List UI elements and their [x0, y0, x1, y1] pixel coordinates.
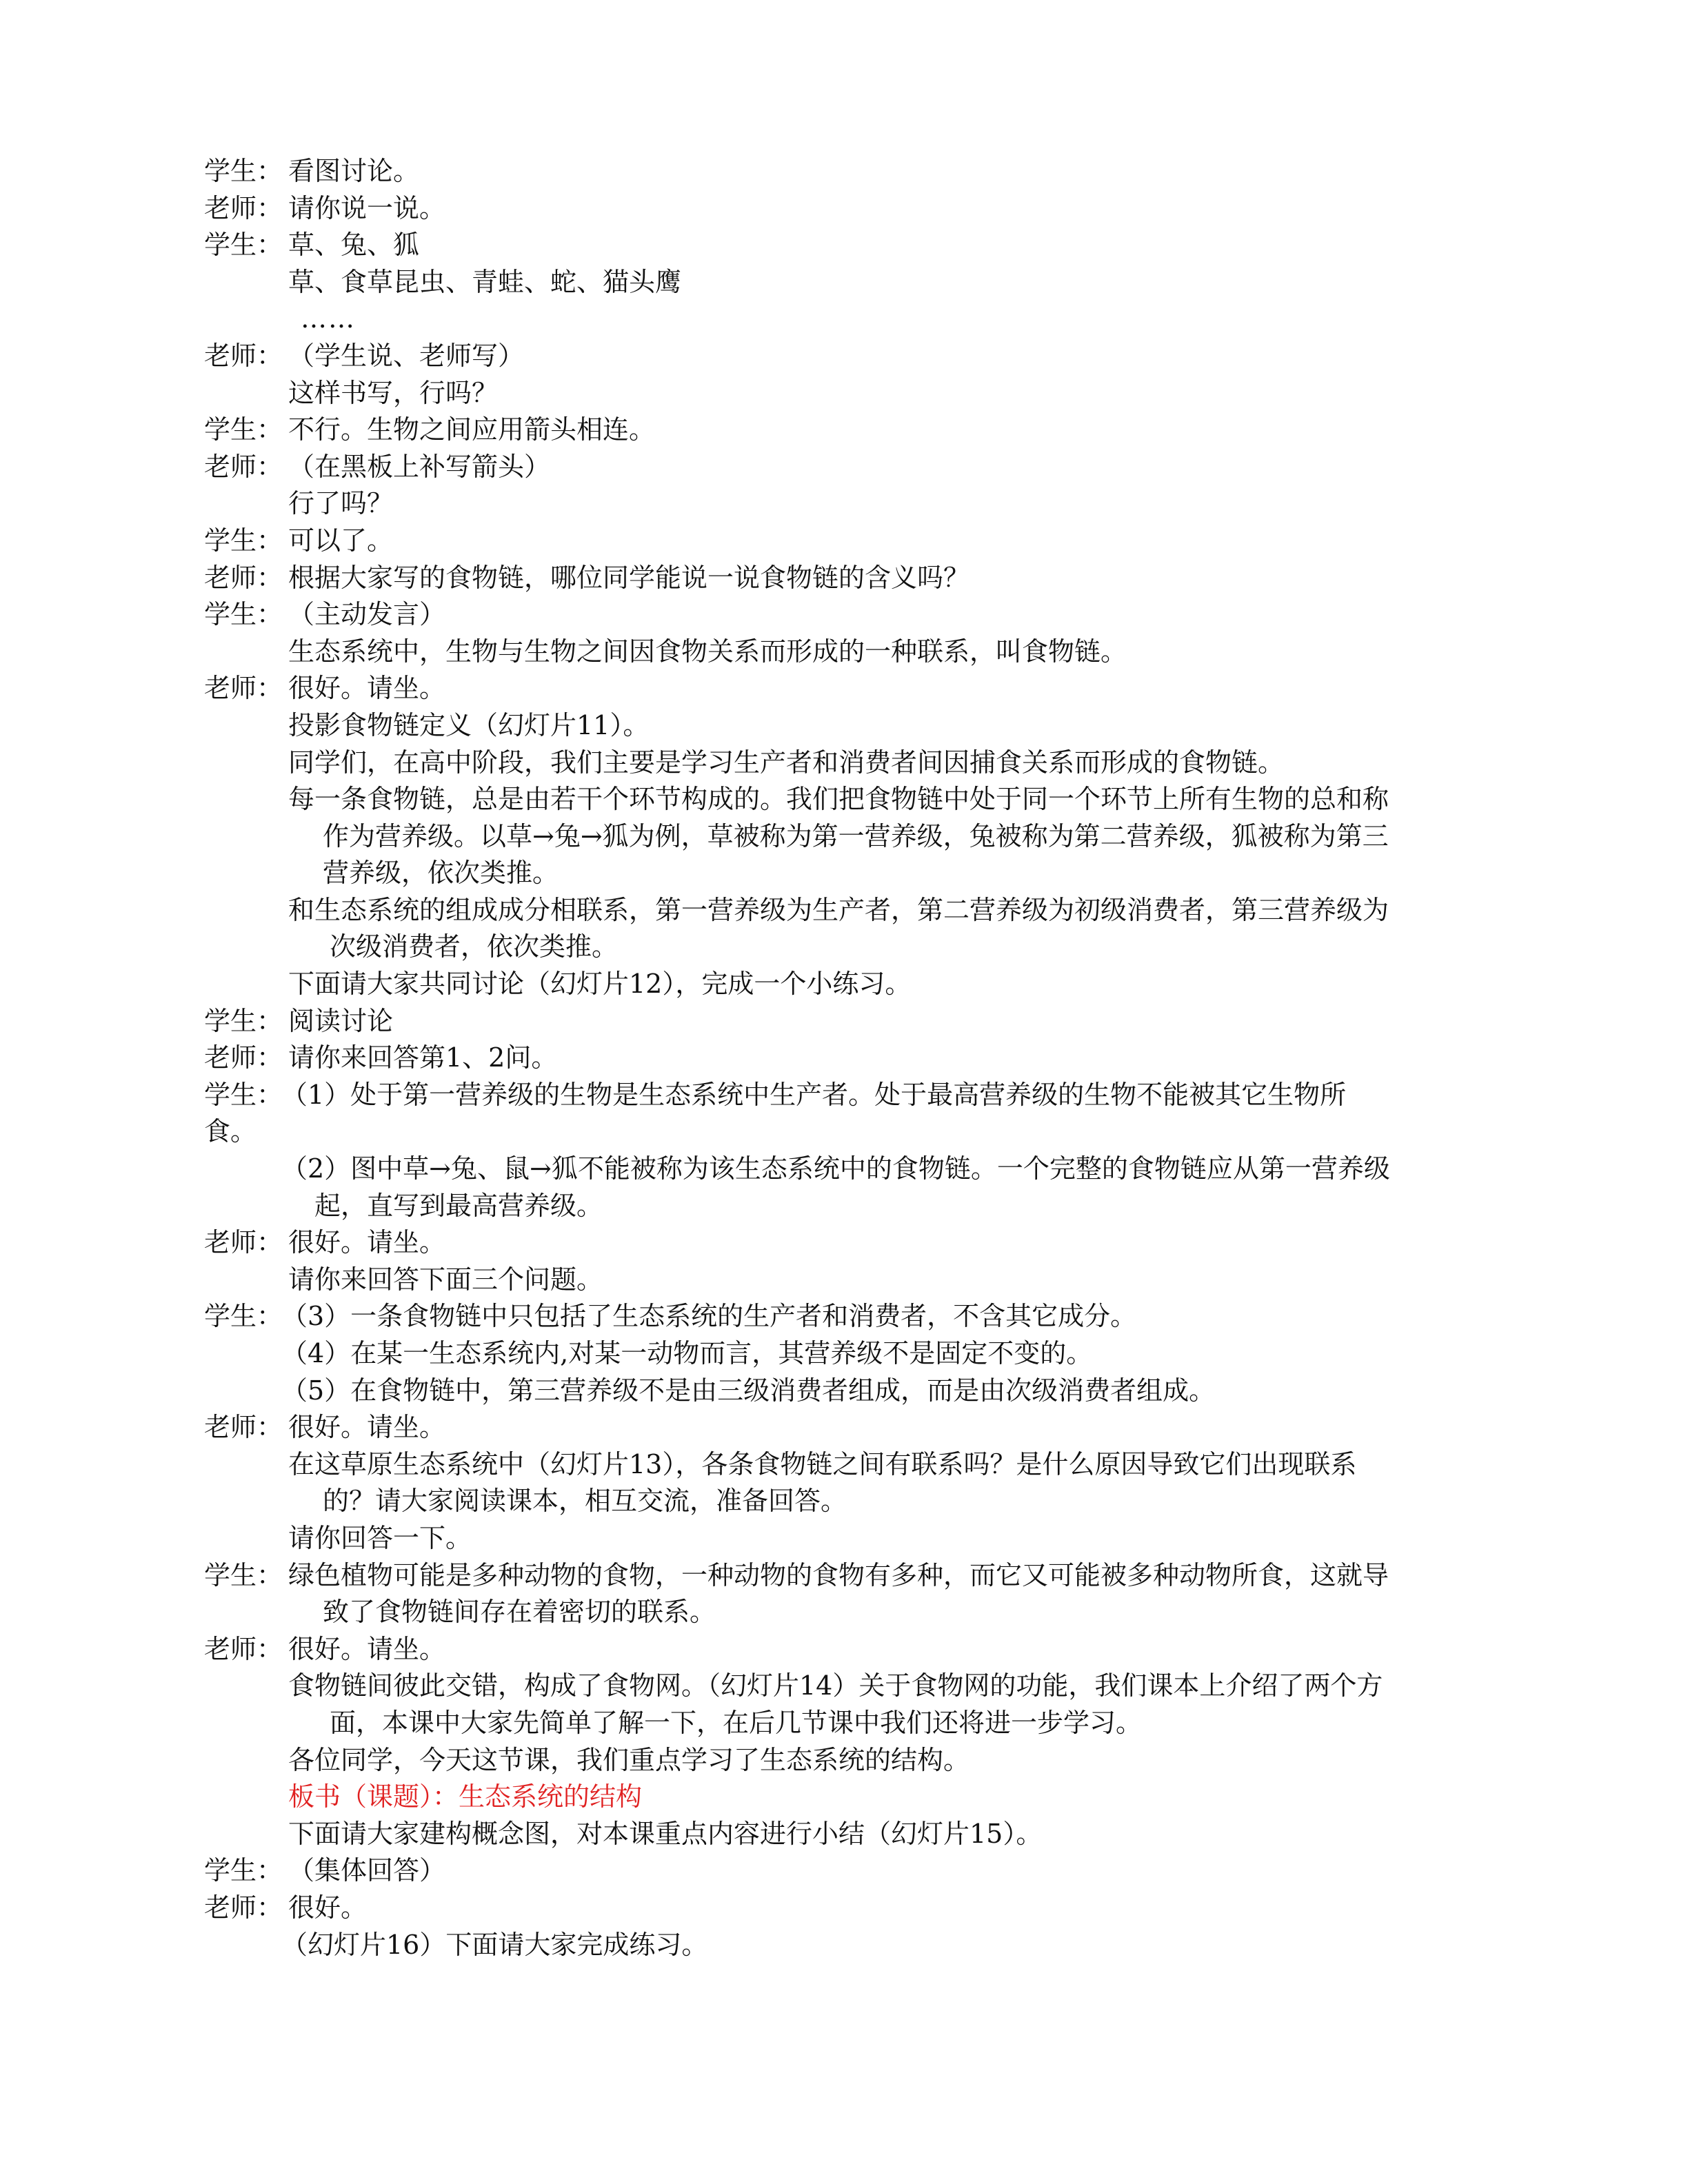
- dialogue-line: [204, 892, 1514, 929]
- dialogue-text: 请你回答一下。: [288, 1522, 472, 1553]
- dialogue-text: 致了食物链间存在着密切的联系。: [323, 1597, 716, 1628]
- dialogue-text: 起，直写到最高营养级。: [314, 1190, 603, 1221]
- speaker-label: 老师：: [204, 340, 283, 371]
- dialogue-line: [204, 1890, 1514, 1927]
- dialogue-text: 很好。请坐。: [288, 1633, 446, 1664]
- dialogue-text: 次级消费者，依次类推。: [330, 931, 619, 962]
- dialogue-text: 营养级，依次类推。: [323, 858, 559, 889]
- dialogue-text: 请你来回答下面三个问题。: [288, 1264, 603, 1295]
- dialogue-line: [204, 1927, 1514, 1964]
- board-writing-title: 板书（课题）：生态系统的结构: [288, 1781, 643, 1812]
- speaker-label: 老师：: [204, 1042, 283, 1073]
- dialogue-line: [204, 670, 1514, 707]
- dialogue-line: [204, 1298, 1514, 1335]
- dialogue-text: 下面请大家建构概念图，对本课重点内容进行小结（幻灯片15）。: [288, 1818, 1043, 1849]
- speaker-label: 学生：: [204, 525, 283, 556]
- dialogue-text: 草、食草昆虫、青蛙、蛇、猫头鹰: [288, 266, 682, 297]
- dialogue-line: [204, 1113, 1514, 1151]
- speaker-label: 老师：: [204, 1227, 283, 1258]
- dialogue-text: （2）图中草→兔、鼠→狐不能被称为该生态系统中的食物链。一个完整的食物链应从第一营养级: [281, 1153, 1390, 1184]
- dialogue-line: [204, 1668, 1514, 1705]
- speaker-label: 老师：: [204, 1412, 283, 1443]
- dialogue-text: 这样书写，行吗？: [288, 377, 499, 408]
- dialogue-text: 面，本课中大家先简单了解一下，在后几节课中我们还将进一步学习。: [330, 1707, 1143, 1738]
- dialogue-text: 每一条食物链，总是由若干个环节构成的。我们把食物链中处于同一个环节上所有生物的总和称: [288, 784, 1389, 815]
- dialogue-line: [204, 634, 1514, 671]
- dialogue-text: （幻灯片16）下面请大家完成练习。: [281, 1929, 708, 1960]
- dialogue-line: [204, 1779, 1514, 1816]
- dialogue-text: 根据大家写的食物链，哪位同学能说一说食物链的含义吗？: [288, 562, 970, 593]
- dialogue-line: [204, 1040, 1514, 1077]
- dialogue-line: [204, 375, 1514, 412]
- dialogue-line: [204, 966, 1514, 1003]
- speaker-label: 老师：: [204, 451, 283, 482]
- dialogue-text: 请你来回答第1、2问。: [288, 1042, 558, 1073]
- dialogue-line: [204, 1705, 1514, 1742]
- dialogue-line: [204, 1483, 1514, 1520]
- dialogue-line: [204, 301, 1514, 338]
- dialogue-line: [204, 1077, 1514, 1114]
- dialogue-line: [204, 1224, 1514, 1262]
- ellipsis-text: ……: [301, 303, 356, 334]
- speaker-label: 学生：: [204, 1079, 283, 1110]
- dialogue-line: [204, 523, 1514, 560]
- dialogue-text: 可以了。: [288, 525, 394, 556]
- dialogue-text: 在这草原生态系统中（幻灯片13），各条食物链之间有联系吗？是什么原因导致它们出现联系: [288, 1448, 1357, 1479]
- dialogue-text: （在黑板上补写箭头）: [288, 451, 551, 482]
- speaker-label: 学生：: [204, 1301, 283, 1332]
- dialogue-text: 的？请大家阅读课本，相互交流，准备回答。: [323, 1486, 847, 1517]
- dialogue-line: [204, 1262, 1514, 1299]
- dialogue-text: 看图讨论。: [288, 156, 420, 186]
- dialogue-text: 各位同学，今天这节课，我们重点学习了生态系统的结构。: [288, 1744, 970, 1775]
- dialogue-text: 同学们，在高中阶段，我们主要是学习生产者和消费者间因捕食关系而形成的食物链。: [288, 747, 1285, 778]
- dialogue-text: （1）处于第一营养级的生物是生态系统中生产者。处于最高营养级的生物不能被其它生物所: [281, 1079, 1347, 1110]
- dialogue-line: [204, 1742, 1514, 1779]
- speaker-label: 老师：: [204, 1633, 283, 1664]
- dialogue-line: [204, 1409, 1514, 1446]
- dialogue-text: 请你说一说。: [288, 192, 446, 223]
- speaker-label: 学生：: [204, 414, 283, 445]
- dialogue-line: [204, 264, 1514, 301]
- speaker-label: 老师：: [204, 562, 283, 593]
- dialogue-line: [204, 560, 1514, 597]
- dialogue-line: [204, 1631, 1514, 1668]
- dialogue-line: [204, 855, 1514, 892]
- dialogue-line: [204, 485, 1514, 523]
- dialogue-text: 很好。请坐。: [288, 1412, 446, 1443]
- dialogue-line: [204, 1151, 1514, 1188]
- dialogue-text: 和生态系统的组成成分相联系，第一营养级为生产者，第二营养级为初级消费者，第三营养级为: [288, 894, 1389, 925]
- dialogue-line: [204, 338, 1514, 375]
- dialogue-line: [204, 707, 1514, 745]
- speaker-label: 学生：: [204, 1855, 283, 1886]
- dialogue-line: [204, 745, 1514, 782]
- dialogue-text: （3）一条食物链中只包括了生态系统的生产者和消费者，不含其它成分。: [281, 1301, 1137, 1332]
- dialogue-text: （4）在某一生态系统内,对某一动物而言，其营养级不是固定不变的。: [281, 1338, 1093, 1368]
- dialogue-line: [204, 1335, 1514, 1373]
- dialogue-text: 食。: [204, 1116, 257, 1147]
- speaker-label: 学生：: [204, 1559, 283, 1590]
- dialogue-line: [204, 227, 1514, 264]
- speaker-label: 老师：: [204, 1892, 283, 1923]
- dialogue-text: 绿色植物可能是多种动物的食物，一种动物的食物有多种，而它又可能被多种动物所食，这就导: [288, 1559, 1389, 1590]
- dialogue-text: 生态系统中，生物与生物之间因食物关系而形成的一种联系，叫食物链。: [288, 636, 1127, 667]
- speaker-label: 老师：: [204, 673, 283, 704]
- dialogue-line: [204, 1816, 1514, 1853]
- dialogue-line: [204, 412, 1514, 449]
- dialogue-line: [204, 929, 1514, 966]
- dialogue-line: [204, 153, 1514, 190]
- dialogue-line: [204, 1188, 1514, 1225]
- dialogue-transcript: [204, 153, 1514, 1963]
- dialogue-line: [204, 1557, 1514, 1595]
- dialogue-line: [204, 1520, 1514, 1557]
- speaker-label: 学生：: [204, 230, 283, 261]
- dialogue-line: [204, 781, 1514, 818]
- dialogue-text: 很好。请坐。: [288, 673, 446, 704]
- dialogue-line: [204, 190, 1514, 228]
- dialogue-line: [204, 596, 1514, 634]
- dialogue-text: 不行。生物之间应用箭头相连。: [288, 414, 656, 445]
- dialogue-text: 作为营养级。以草→兔→狐为例，草被称为第一营养级，兔被称为第二营养级，狐被称为第三: [323, 820, 1389, 851]
- speaker-label: 学生：: [204, 599, 283, 630]
- dialogue-line: [204, 1003, 1514, 1040]
- dialogue-line: [204, 449, 1514, 486]
- dialogue-text: （集体回答）: [288, 1855, 446, 1886]
- speaker-label: 老师：: [204, 192, 283, 223]
- dialogue-text: 草、兔、狐: [288, 230, 420, 261]
- dialogue-line: [204, 818, 1514, 856]
- dialogue-text: （5）在食物链中，第三营养级不是由三级消费者组成，而是由次级消费者组成。: [281, 1375, 1216, 1406]
- speaker-label: 学生：: [204, 1005, 283, 1036]
- dialogue-line: [204, 1594, 1514, 1631]
- dialogue-line: [204, 1852, 1514, 1890]
- dialogue-text: 阅读讨论: [288, 1005, 394, 1036]
- dialogue-text: 下面请大家共同讨论（幻灯片12），完成一个小练习。: [288, 969, 912, 1000]
- dialogue-text: 很好。请坐。: [288, 1227, 446, 1258]
- dialogue-line: [204, 1373, 1514, 1410]
- dialogue-text: 行了吗？: [288, 488, 394, 519]
- speaker-label: 学生：: [204, 156, 283, 186]
- dialogue-text: 投影食物链定义（幻灯片11）。: [288, 709, 650, 740]
- dialogue-text: （学生说、老师写）: [288, 340, 525, 371]
- dialogue-line: [204, 1446, 1514, 1484]
- dialogue-text: 很好。: [288, 1892, 368, 1923]
- dialogue-text: 食物链间彼此交错，构成了食物网。（幻灯片14）关于食物网的功能，我们课本上介绍了两个方: [288, 1670, 1383, 1701]
- dialogue-text: （主动发言）: [288, 599, 446, 630]
